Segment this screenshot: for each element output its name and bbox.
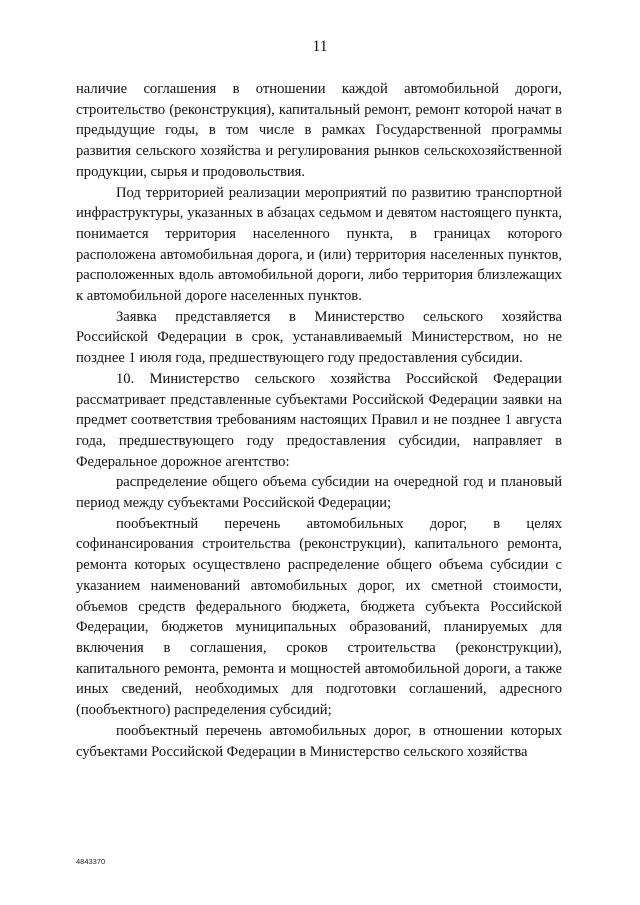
paragraph-object-list-continued: пообъектный перечень автомобильных дорог, в отношении которых субъектами Российской Федерации в Министерство сельского хозяйства [76, 722, 562, 760]
paragraph-subsidy-distribution: распределение общего объема субсидии на очередной год и плановый период между субъектами Российской Федерации; [76, 474, 562, 512]
paragraph-application-deadline: Заявка представляется в Министерство сельского хозяйства Российской Федерации в срок, устанавливаемый Министерством, но не позднее 1 июля года, предшествующего году предоставления субсидии. [76, 308, 562, 367]
document-code: 4843370 [76, 857, 106, 866]
document-body [76, 79, 562, 762]
page-number: 11 [312, 38, 328, 55]
paragraph-object-list: пообъектный перечень автомобильных дорог, в целях софинансирования строительства (реконструкции), капитального ремонта, ремонта которых осуществлено распределение общего объема субсидии с указанием наименований автомобильных дорог, их сметной стоимости, объемов средств федерального бюджета, бюджета субъекта Российской Федерации, бюджетов муниципальных образований, планируемых для включения в соглашения, сроков строительства (реконструкции), капитального ремонта, ремонта и мощностей автомобильной дороги, а также иных сведений, необходимых для подготовки соглашений, адресного (пообъектного) распределения субсидий; [76, 515, 562, 719]
paragraph-territory-definition: Под территорией реализации мероприятий по развитию транспортной инфраструктуры, указанных в абзацах седьмом и девятом настоящего пункта, понимается территория населенного пункта, в границах которого расположена автомобильная дорога, и (или) территория населенных пунктов, расположенных вдоль автомобильной дороги, либо территория близлежащих к автомобильной дороге населенных пунктов. [76, 184, 562, 305]
paragraph-agreement-condition: наличие соглашения в отношении каждой автомобильной дороги, строительство (реконструкция), капитальный ремонт, ремонт которой начат в предыдущие годы, в том числе в рамках Государственной программы развития сельского хозяйства и регулирования рынков сельскохозяйственной продукции, сырья и продовольствия. [76, 81, 562, 180]
paragraph-item-10: 10. Министерство сельского хозяйства Российской Федерации рассматривает представленные субъектами Российской Федерации заявки на предмет соответствия требованиям настоящих Правил и не позднее 1 августа года, предшествующего году предоставления субсидии, направляет в Федеральное дорожное агентство: [76, 370, 562, 470]
